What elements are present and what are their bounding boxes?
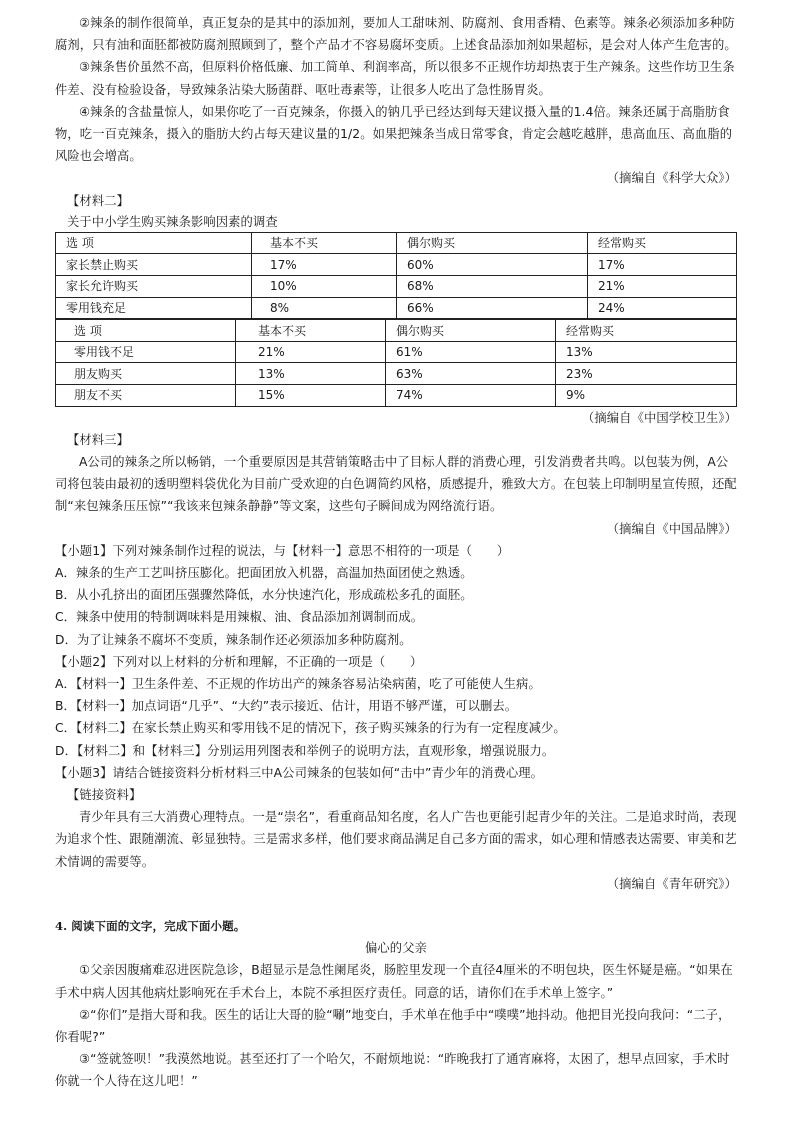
table-cell: 21%: [588, 276, 737, 298]
table-row: [56, 384, 737, 406]
link-material-source: （摘编自《青年研究》）: [606, 876, 737, 891]
table-header-cell: 经常购买: [588, 232, 737, 254]
material1-paragraph-4: ④辣条的含盐量惊人，如果你吃了一百克辣条，你摄入的钠几乎已经达到每天建议摄入量的1.4倍。辣条还属于高脂肪食物，吃一百克辣条，摄入的脂肪大约占每天建议量的1/2。如果把辣条当成日常零食，肯定会越吃越胖，患高血压、高血脂的风险也会增高。: [55, 104, 733, 164]
table-header-cell: 经常购买: [556, 320, 737, 342]
question-2-stem: 【小题2】下列对以上材料的分析和理解，不正确的一项是（ ）: [55, 654, 423, 669]
question-1-option-b: B．从小孔挤出的面团压强骤然降低，水分快速汽化，形成疏松多孔的面胚。: [55, 588, 473, 603]
material3-body: A公司的辣条之所以畅销，一个重要原因是其营销策略击中了目标人群的消费心理，引发消费者共鸣。以包装为例，A公司将包装由最初的透明塑料袋优化为目前广受欢迎的白色调简约风格，质感提升，雅致大方。在包装上印制明星宣传照，还配制“来包辣条压压惊”“我该来包辣条静静”等文案，这些句子瞬间成为网络流行语。: [55, 454, 737, 514]
question-3-stem: 【小题3】请结合链接资料分析材料三中A公司辣条的包装如何“击中”青少年的消费心理。: [55, 765, 544, 780]
table-cell: 13%: [556, 341, 737, 363]
table-row: [56, 341, 737, 363]
question-2-option-c: C．【材料二】在家长禁止购买和零用钱不足的情况下，孩子购买辣条的行为有一定程度减少。: [55, 721, 566, 736]
article-paragraph-3: ③“签就签呗！”我漠然地说。甚至还打了一个哈欠，不耐烦地说：“昨晚我打了通宵麻将，太困了，想早点回家，手术时你就一个人待在这儿吧！”: [55, 1052, 730, 1089]
table-cell: 朋友购买: [56, 363, 236, 385]
question-2-option-d: D．【材料二】和【材料三】分别运用列图表和举例子的说明方法，直观形象，增强说服力。: [55, 743, 555, 758]
table-header-cell: 选 项: [56, 232, 252, 254]
article-paragraph-1: ①父亲因腹痛难忍进医院急诊，B超显示是急性阑尾炎，肠腔里发现一个直径4厘米的不明包块，医生怀疑是癌。“如果在手术中病人因其他病灶影响死在手术台上，本院不承担医疗责任。同意的话，请你们在手术单上签字。”: [55, 963, 733, 1000]
table-cell: 21%: [236, 341, 386, 363]
table-cell: 8%: [252, 297, 397, 319]
article-paragraph-2: ②“你们”是指大哥和我。医生的话让大哥的脸“唰”地变白，手术单在他手中“噗噗”地抖动。他把目光投向我问：“二子，你看呢?”: [55, 1007, 731, 1045]
survey-title: 关于中小学生购买辣条影响因素的调查: [67, 214, 278, 229]
table-cell: 17%: [588, 254, 737, 276]
table-header-cell: 选 项: [56, 320, 236, 342]
table-cell: 13%: [236, 363, 386, 385]
question-2-option-b: B．【材料一】加点词语“几乎”、“大约”表示接近、估计，用语不够严谨，可以删去。: [55, 699, 518, 714]
survey-table-1: [55, 232, 737, 319]
table-cell: 朋友不买: [56, 384, 236, 406]
table-cell: 24%: [588, 297, 737, 319]
table-cell: 63%: [386, 363, 556, 385]
table-row: [56, 363, 737, 385]
table-cell: 9%: [556, 384, 737, 406]
table-cell: 74%: [386, 384, 556, 406]
table-header-row: [56, 320, 737, 342]
material3-source: （摘编自《中国品牌》）: [606, 521, 737, 536]
table-cell: 17%: [252, 254, 397, 276]
table-header-cell: 基本不买: [252, 232, 397, 254]
material1-paragraph-2: ②辣条的制作很简单，真正复杂的是其中的添加剂，要加人工甜味剂、防腐剂、食用香精、色素等。辣条必须添加多种防腐剂，只有油和面胚都被防腐剂照顾到了，整个产品才不容易腐坏变质。上述食品添加剂如果超标，是会对人体产生危害的。: [55, 16, 737, 53]
table-header-cell: 基本不买: [236, 320, 386, 342]
question-1-stem: 【小题1】下列对辣条制作过程的说法，与【材料一】意思不相符的一项是（ ）: [55, 543, 510, 558]
material1-paragraph-3: ③辣条售价虽然不高，但原料价格低廉、加工简单、利润率高，所以很多不正规作坊却热衷于生产辣条。这些作坊卫生条件差、没有检验设备，导致辣条沾染大肠菌群、呕吐毒素等，让很多人吃出了急性肠胃炎。: [55, 60, 735, 97]
table-row: [56, 297, 737, 319]
material2-heading: 【材料二】: [67, 193, 129, 208]
table-row: [56, 254, 737, 276]
table-cell: 10%: [252, 276, 397, 298]
section-4-instruction: 4. 阅读下面的文字，完成下面小题。: [55, 919, 246, 934]
question-2-option-a: A．【材料一】卫生条件差、不正规的作坊出产的辣条容易沾染病菌，吃了可能使人生病。: [55, 677, 541, 692]
table-cell: 68%: [397, 276, 588, 298]
table-header-cell: 偶尔购买: [397, 232, 588, 254]
table-header-cell: 偶尔购买: [386, 320, 556, 342]
table-cell: 66%: [397, 297, 588, 319]
article-title: 偏心的父亲: [365, 941, 427, 956]
material1-source: （摘编自《科学大众》）: [606, 171, 737, 186]
link-material-heading: 【链接资料】: [67, 788, 142, 803]
table-cell: 60%: [397, 254, 588, 276]
table-cell: 23%: [556, 363, 737, 385]
table-cell: 零用钱不足: [56, 341, 236, 363]
material2-source: （摘编自《中国学校卫生》）: [581, 410, 737, 425]
table-cell: 家长允许购买: [56, 276, 252, 298]
table-header-row: [56, 232, 737, 254]
table-cell: 61%: [386, 341, 556, 363]
question-1-option-a: A．辣条的生产工艺叫挤压膨化。把面团放入机器，高温加热面团使之熟透。: [55, 566, 473, 580]
table-row: [56, 276, 737, 298]
question-1-option-c: C．辣条中使用的特制调味料是用辣椒、油、食品添加剂调制而成。: [55, 610, 424, 625]
link-material-body: 青少年具有三大消费心理特点。一是“崇名”，看重商品知名度，名人广告也更能引起青少年的关注。二是追求时尚，表现为追求个性、跟随潮流、彰显独特。三是需求多样，他们要求商品满足自己多方面的需求，如心理和情感表达需要、审美和艺术情调的需要等。: [55, 810, 737, 869]
table-cell: 15%: [236, 384, 386, 406]
material3-heading: 【材料三】: [67, 432, 129, 447]
table-cell: 零用钱充足: [56, 297, 252, 319]
table-cell: 家长禁止购买: [56, 254, 252, 276]
document-page: [55, 12, 737, 1093]
survey-table-2: [55, 319, 737, 406]
question-1-option-d: D．为了让辣条不腐坏不变质，辣条制作还必须添加多种防腐剂。: [55, 632, 412, 647]
